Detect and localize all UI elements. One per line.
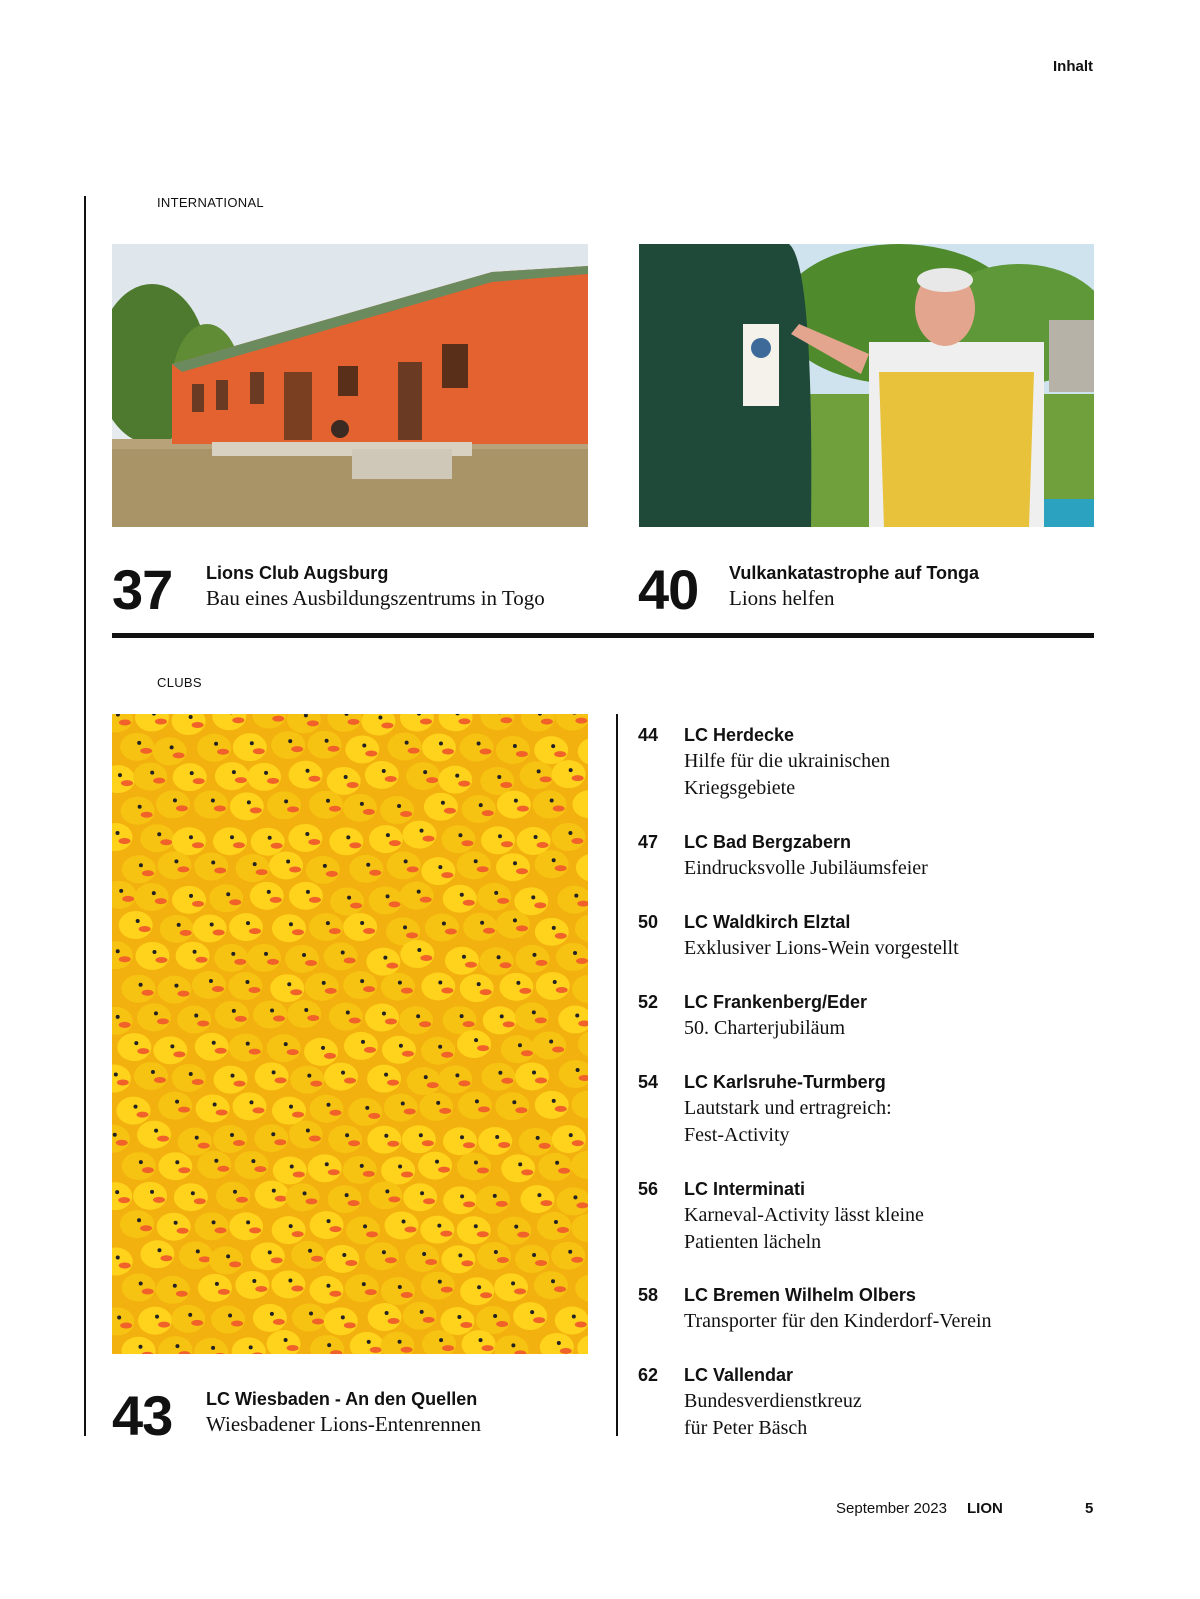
- toc-item-frankenberg-eder[interactable]: [638, 989, 1098, 1042]
- toc-page-number: 58: [638, 1285, 659, 1305]
- toc-item-karlsruhe-turmberg[interactable]: [638, 1069, 1098, 1149]
- feature-title: LC Wiesbaden - An den Quellen: [206, 1389, 478, 1409]
- toc-item-herdecke[interactable]: [638, 722, 1098, 802]
- toc-subtitle-line: Lautstark und ertragreich:: [684, 1097, 892, 1120]
- feature-tonga[interactable]: [729, 562, 1099, 613]
- toc-subtitle-line: Eindrucksvolle Jubiläumsfeier: [684, 857, 928, 880]
- footer-issue: September 2023: [836, 1500, 947, 1517]
- toc-title: LC Bremen Wilhelm Olbers: [684, 1285, 916, 1305]
- section-label-international: INTERNATIONAL: [157, 195, 264, 210]
- column-rule: [616, 714, 618, 1436]
- toc-subtitle-line: Hilfe für die ukrainischen: [684, 750, 891, 773]
- toc-subtitle-line: Karneval-Activity lässt kleine: [684, 1204, 924, 1227]
- toc-title: LC Karlsruhe-Turmberg: [684, 1072, 886, 1092]
- toc-item-interminati[interactable]: [638, 1176, 1098, 1256]
- toc-page-number: 54: [638, 1072, 659, 1092]
- toc-subtitle-line: Bundesverdienstkreuz: [684, 1390, 862, 1413]
- toc-page-number: 52: [638, 992, 659, 1012]
- section-title: Inhalt: [1053, 58, 1093, 75]
- toc-subtitle-line: Exklusiver Lions-Wein vorgestellt: [684, 937, 959, 960]
- toc-title: LC Vallendar: [684, 1365, 794, 1385]
- toc-subtitle-line: Fest-Activity: [684, 1124, 790, 1147]
- section-divider: [112, 633, 1094, 638]
- toc-item-bremen-wilhelm-olbers[interactable]: [638, 1282, 1098, 1335]
- toc-subtitle-line: für Peter Bäsch: [684, 1417, 808, 1440]
- toc-item-vallendar[interactable]: [638, 1362, 1098, 1442]
- feature-title: Vulkankatastrophe auf Tonga: [729, 563, 980, 583]
- toc-item-bad-bergzabern[interactable]: [638, 829, 1098, 882]
- feature-title: Lions Club Augsburg: [206, 563, 389, 583]
- toc-title: LC Bad Bergzabern: [684, 832, 852, 852]
- photo-togo-building[interactable]: [112, 244, 588, 527]
- toc-title: LC Herdecke: [684, 725, 795, 745]
- page-number-43: 43: [112, 1384, 173, 1447]
- toc-item-waldkirch-elztal[interactable]: [638, 909, 1098, 962]
- toc-page-number: 50: [638, 912, 659, 932]
- left-vertical-rule: [84, 196, 86, 1436]
- photo-tonga-volunteer[interactable]: [639, 244, 1094, 527]
- toc-title: LC Frankenberg/Eder: [684, 992, 868, 1012]
- toc-title: LC Waldkirch Elztal: [684, 912, 851, 932]
- toc-page-number: 56: [638, 1179, 659, 1199]
- page-number-37: 37: [112, 558, 173, 621]
- feature-subtitle: Lions helfen: [729, 586, 835, 611]
- toc-title: LC Interminati: [684, 1179, 806, 1199]
- footer-page-number: 5: [1085, 1500, 1094, 1517]
- section-label-clubs: CLUBS: [157, 675, 202, 690]
- toc-subtitle-line: 50. Charterjubiläum: [684, 1017, 846, 1040]
- toc-page-number: 44: [638, 725, 659, 745]
- toc-page-number: 62: [638, 1365, 659, 1385]
- page-number-40: 40: [638, 558, 699, 621]
- feature-subtitle: Bau eines Ausbildungszentrums in Togo: [206, 586, 545, 611]
- toc-subtitle-line: Patienten lächeln: [684, 1231, 822, 1254]
- feature-augsburg[interactable]: [206, 562, 596, 613]
- footer-magazine-name: LION: [967, 1500, 1003, 1517]
- feature-subtitle: Wiesbadener Lions-Entenrennen: [206, 1412, 481, 1437]
- photo-rubber-ducks[interactable]: [112, 714, 588, 1354]
- toc-page-number: 47: [638, 832, 659, 852]
- feature-wiesbaden[interactable]: [206, 1388, 606, 1439]
- toc-subtitle-line: Kriegsgebiete: [684, 777, 796, 800]
- toc-subtitle-line: Transporter für den Kinderdorf-Verein: [684, 1310, 992, 1333]
